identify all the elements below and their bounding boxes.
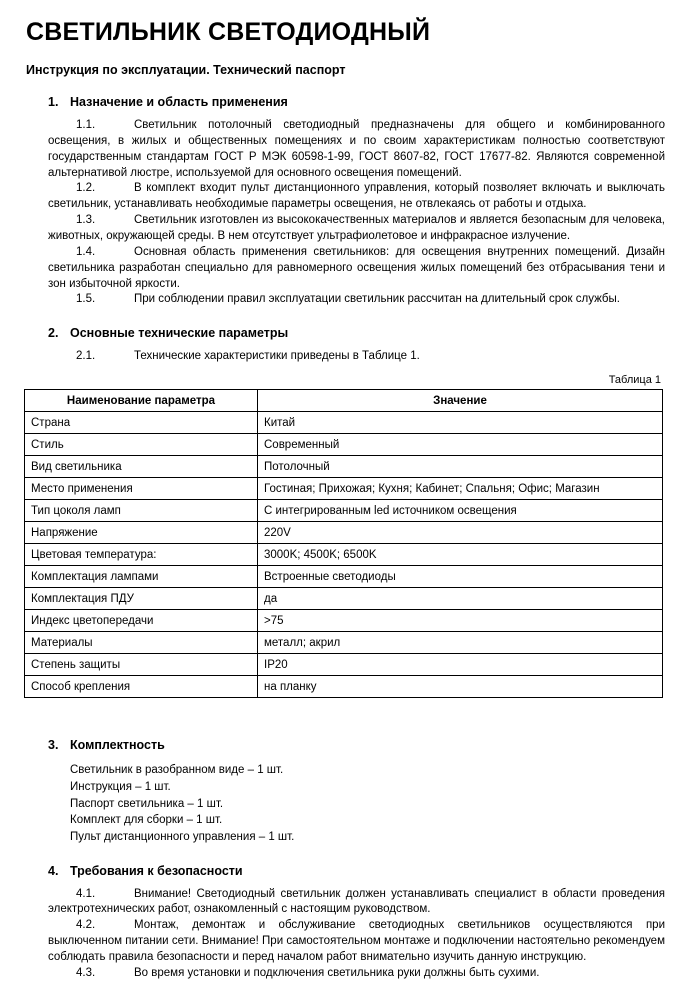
table-cell-parameter: Напряжение: [25, 522, 258, 544]
paragraph-label-1-5: 1.5.: [76, 293, 96, 306]
table-row: [25, 566, 663, 588]
paragraph-text-4-3: Во время установки и подключения светильника руки должны быть сухими.: [134, 966, 540, 979]
table-cell-value: IP20: [258, 654, 663, 676]
table-cell-value: Современный: [258, 434, 663, 456]
table-cell-parameter: Тип цоколя ламп: [25, 500, 258, 522]
table-cell-value: Гостиная; Прихожая; Кухня; Кабинет; Спальня; Офис; Магазин: [258, 478, 663, 500]
section-heading-2: [48, 326, 687, 340]
table-row: [25, 456, 663, 478]
table-cell-parameter: Стиль: [25, 434, 258, 456]
table-cell-parameter: Способ крепления: [25, 676, 258, 698]
completeness-list: [70, 762, 687, 845]
table-cell-value: С интегрированным led источником освещения: [258, 500, 663, 522]
table-row: [25, 522, 663, 544]
table-cell-value: на планку: [258, 676, 663, 698]
section-heading-1: [48, 95, 687, 109]
paragraph-1-5: [48, 292, 665, 308]
table-row: [25, 434, 663, 456]
table-row: [25, 654, 663, 676]
table-cell-parameter: Вид светильника: [25, 456, 258, 478]
spacer: [0, 698, 687, 720]
section-number-2: 2.: [48, 326, 59, 341]
paragraph-text-1-3: Светильник изготовлен из высококачественных материалов и является безопасным для человека, животных, окружающей среды. В нем отсутствует ультрафиолетовое и инфракрасное излучение.: [48, 214, 665, 243]
paragraph-1-1: [48, 118, 665, 181]
paragraph-label-4-2: 4.2.: [76, 919, 96, 932]
table-cell-value: Потолочный: [258, 456, 663, 478]
document-subtitle: Инструкция по эксплуатации. Технический паспорт: [26, 63, 346, 77]
table-cell-parameter: Место применения: [25, 478, 258, 500]
table-cell-parameter: Материалы: [25, 632, 258, 654]
section-number-1: 1.: [48, 95, 59, 109]
table-row: [25, 478, 663, 500]
table-row: [25, 676, 663, 698]
section-title-3: Комплектность: [70, 738, 165, 753]
paragraph-text-1-4: Основная область применения светильников: для освещения внутренних помещений. Дизайн светильника разработан специально для равномерного освещения жилых помещений без отбрасывания тени и зон избыточной яркости.: [48, 245, 665, 290]
table-cell-value: да: [258, 588, 663, 610]
table-header-value: Значение: [258, 390, 663, 412]
section-title-1: Назначение и область применения: [70, 95, 288, 109]
table-header-row: [25, 390, 663, 412]
paragraph-label-4-3: 4.3.: [76, 966, 96, 979]
paragraph-text-1-5: При соблюдении правил эксплуатации светильник рассчитан на длительный срок службы.: [134, 293, 620, 306]
paragraph-2-1: [48, 349, 665, 365]
table-cell-parameter: Комплектация лампами: [25, 566, 258, 588]
specifications-table: [24, 389, 663, 698]
table-cell-parameter: Цветовая температура:: [25, 544, 258, 566]
table-cell-parameter: Степень защиты: [25, 654, 258, 676]
table-row: [25, 610, 663, 632]
section-title-4: Требования к безопасности: [70, 863, 243, 878]
table-cell-parameter: Индекс цветопередачи: [25, 610, 258, 632]
list-item: Комплект для сборки – 1 шт.: [70, 814, 223, 827]
section-number-3: 3.: [48, 738, 59, 753]
table-row: [25, 588, 663, 610]
list-item: Паспорт светильника – 1 шт.: [70, 797, 224, 810]
table-cell-value: Встроенные светодиоды: [258, 566, 663, 588]
paragraph-4-1: [48, 887, 665, 919]
paragraph-label-1-2: 1.2.: [76, 182, 96, 195]
table-cell-value: >75: [258, 610, 663, 632]
paragraph-text-1-2: В комплект входит пульт дистанционного управления, который позволяет включать и выключать светильник, устанавливать необходимые параметры освещения, не отвлекаясь от работы и отдыха.: [48, 182, 665, 211]
paragraph-text-4-1: Внимание! Светодиодный светильник должен устанавливать специалист в области проведения электротехнических работ, ознакомленный с настоящим руководством.: [48, 887, 665, 916]
paragraph-text-2-1: Технические характеристики приведены в Таблице 1.: [134, 350, 420, 363]
table-caption: Таблица 1: [608, 374, 661, 387]
paragraph-label-2-1: 2.1.: [76, 350, 96, 363]
list-item: Пульт дистанционного управления – 1 шт.: [70, 830, 295, 843]
paragraph-label-4-1: 4.1.: [76, 887, 96, 900]
section-title-2: Основные технические параметры: [70, 326, 289, 341]
table-cell-value: Китай: [258, 412, 663, 434]
list-item: Инструкция – 1 шт.: [70, 780, 171, 793]
table-row: [25, 544, 663, 566]
table-header-parameter: Наименование параметра: [25, 390, 258, 412]
section-heading-3: [48, 738, 687, 752]
paragraph-label-1-1: 1.1.: [76, 119, 96, 131]
paragraph-1-2: [48, 181, 665, 213]
table-cell-value: 3000K; 4500K; 6500K: [258, 544, 663, 566]
paragraph-1-3: [48, 213, 665, 245]
list-item: Светильник в разобранном виде – 1 шт.: [70, 764, 284, 777]
paragraph-4-3: [48, 966, 665, 982]
page-title: СВЕТИЛЬНИК СВЕТОДИОДНЫЙ: [26, 18, 431, 46]
table-row: [25, 632, 663, 654]
table-cell-parameter: Комплектация ПДУ: [25, 588, 258, 610]
section-heading-4: [48, 864, 687, 878]
paragraph-label-1-3: 1.3.: [76, 214, 96, 227]
paragraph-text-4-2: Монтаж, демонтаж и обслуживание светодиодных светильников осуществляются при выключенном питании сети. Внимание! При самостоятельном монтаже и подключении настоятельно рекомендуем соблюдать правила безопасности и перед началом работ внимательно изучить данную инструкцию.: [48, 919, 665, 963]
table-row: [25, 500, 663, 522]
table-cell-value: 220V: [258, 522, 663, 544]
document-page: [0, 18, 687, 988]
paragraph-text-1-1: Светильник потолочный светодиодный предназначены для общего и комбинированного освещения, в жилых и общественных помещениях и по своим характеристикам полностью соответствуют государственным стандартам ГОСТ Р МЭК 60598-1-99, ГОСТ 8607-82, ГОСТ 17677-82. Являются современной альтернативой люстре, используемой для основного освещения помещений.: [48, 119, 665, 179]
paragraph-label-1-4: 1.4.: [76, 245, 96, 258]
section-number-4: 4.: [48, 863, 59, 878]
table-row: [25, 412, 663, 434]
table-cell-value: металл; акрил: [258, 632, 663, 654]
paragraph-4-2: [48, 918, 665, 966]
paragraph-1-4: [48, 245, 665, 293]
table-cell-parameter: Страна: [25, 412, 258, 434]
